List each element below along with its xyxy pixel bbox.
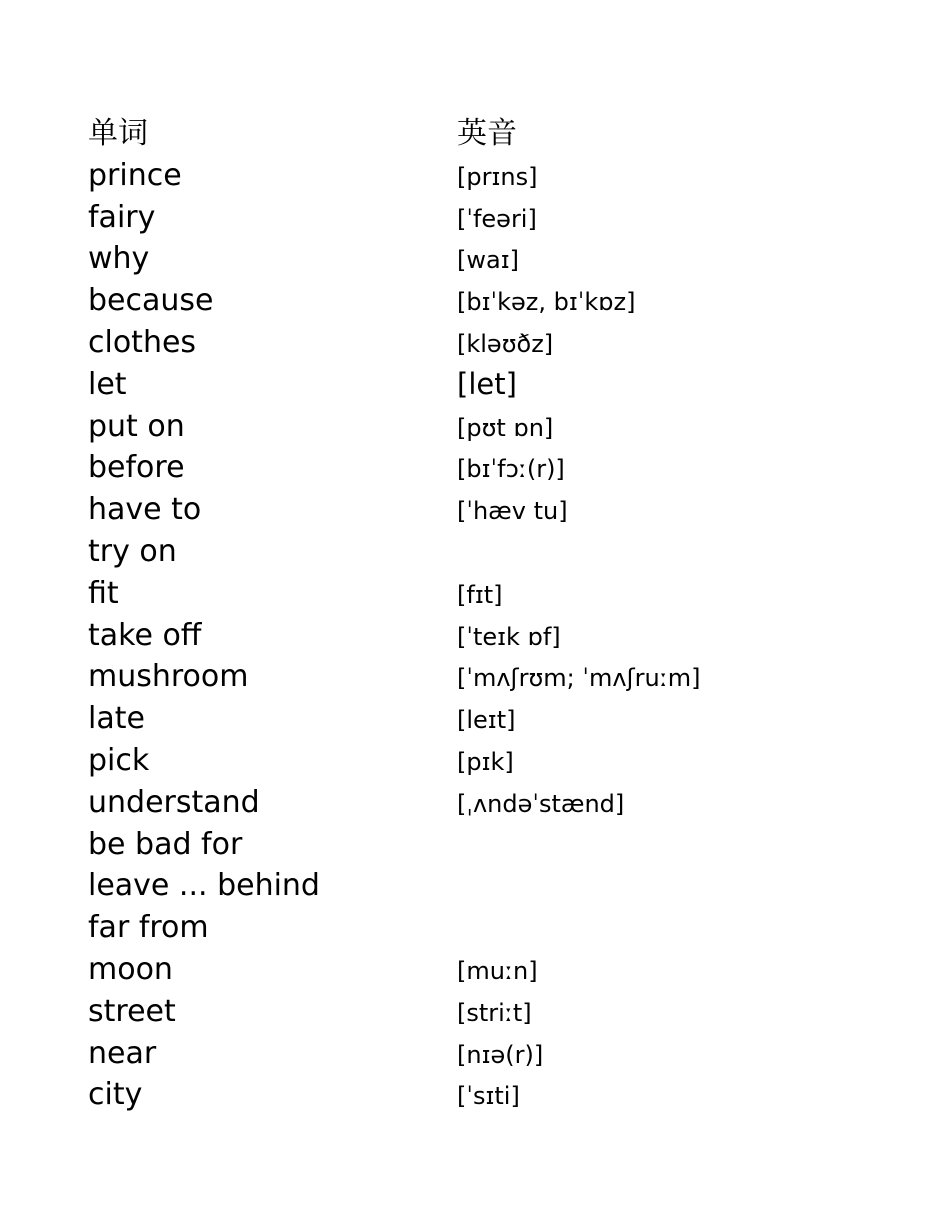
table-row xyxy=(88,1074,848,1116)
word-cell: prince xyxy=(88,157,182,193)
phonetic-cell: [muːn] xyxy=(457,956,538,985)
word-cell: take off xyxy=(88,617,202,653)
word-cell: fairy xyxy=(88,199,156,235)
word-cell: be bad for xyxy=(88,826,243,862)
phonetic-cell: [ˈsɪti] xyxy=(457,1082,520,1111)
word-cell: try on xyxy=(88,533,177,569)
table-row xyxy=(88,447,848,489)
word-cell: clothes xyxy=(88,324,197,360)
table-header-row xyxy=(88,113,848,155)
word-cell: near xyxy=(88,1035,157,1071)
phonetic-cell: [pɪk] xyxy=(457,747,514,776)
table-row xyxy=(88,280,848,322)
table-row xyxy=(88,155,848,197)
table-row xyxy=(88,949,848,991)
word-cell: moon xyxy=(88,951,173,987)
word-cell: street xyxy=(88,993,176,1029)
word-cell: mushroom xyxy=(88,659,249,695)
word-cell: before xyxy=(88,450,185,486)
word-cell: pick xyxy=(88,742,150,778)
table-row xyxy=(88,865,848,907)
table-row xyxy=(88,740,848,782)
table-row xyxy=(88,531,848,573)
phonetic-cell: [ˈhæv tu] xyxy=(457,497,568,526)
phonetic-cell: [pʊt ɒn] xyxy=(457,413,554,442)
phonetic-cell: [prɪns] xyxy=(457,162,538,191)
word-cell: leave ... behind xyxy=(88,868,320,904)
phonetic-cell: [bɪˈkəz, bɪˈkɒz] xyxy=(457,288,636,317)
vocabulary-table xyxy=(88,113,848,1116)
phonetic-cell: [bɪˈfɔː(r)] xyxy=(457,455,565,484)
phonetic-cell: [leɪt] xyxy=(457,706,516,735)
phonetic-cell: [nɪə(r)] xyxy=(457,1040,544,1069)
table-row xyxy=(88,364,848,406)
table-row xyxy=(88,238,848,280)
table-row xyxy=(88,197,848,239)
table-row xyxy=(88,573,848,615)
phonetic-cell: [kləʊðz] xyxy=(457,329,554,358)
table-row xyxy=(88,322,848,364)
phonetic-cell: [striːt] xyxy=(457,998,532,1027)
phonetic-cell: [ˈmʌʃrʊm; ˈmʌʃruːm] xyxy=(457,664,701,693)
table-row xyxy=(88,907,848,949)
table-row xyxy=(88,698,848,740)
phonetic-cell: [fɪt] xyxy=(457,580,503,609)
phonetic-cell: [waɪ] xyxy=(457,246,519,275)
phonetic-cell: [ˌʌndəˈstænd] xyxy=(457,789,625,818)
word-cell: why xyxy=(88,241,150,277)
word-column-header: 单词 xyxy=(88,116,148,151)
word-cell: far from xyxy=(88,910,209,946)
word-cell: fit xyxy=(88,575,119,611)
word-cell: have to xyxy=(88,492,202,528)
table-row xyxy=(88,782,848,824)
word-cell: understand xyxy=(88,784,260,820)
phonetic-cell: [ˈfeəri] xyxy=(457,204,537,233)
word-cell: city xyxy=(88,1077,143,1113)
table-row xyxy=(88,656,848,698)
table-row xyxy=(88,1033,848,1075)
table-row xyxy=(88,824,848,866)
table-row xyxy=(88,615,848,657)
word-cell: put on xyxy=(88,408,185,444)
word-cell: late xyxy=(88,701,145,737)
phonetic-cell: [ˈteɪk ɒf] xyxy=(457,622,561,651)
word-cell: because xyxy=(88,283,214,319)
table-row xyxy=(88,991,848,1033)
table-row xyxy=(88,489,848,531)
word-cell: let xyxy=(88,366,127,402)
phonetic-column-header: 英音 xyxy=(457,116,517,151)
phonetic-cell: [let] xyxy=(457,366,517,401)
table-row xyxy=(88,406,848,448)
